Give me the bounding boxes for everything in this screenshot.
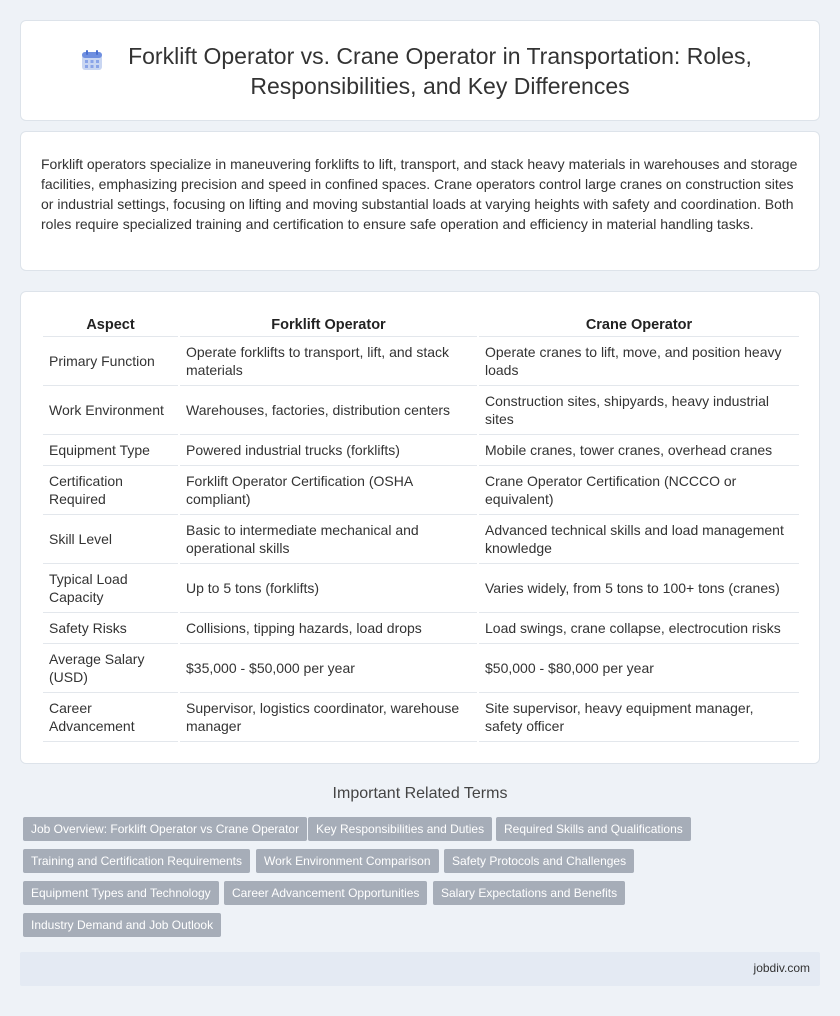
crane-cell: Crane Operator Certification (NCCCO or equivalent) bbox=[479, 466, 799, 515]
table-row bbox=[43, 337, 799, 386]
aspect-cell: Equipment Type bbox=[43, 435, 178, 466]
intro-card bbox=[20, 131, 820, 271]
aspect-cell: Primary Function bbox=[43, 337, 178, 386]
table-row bbox=[43, 466, 799, 515]
header-card bbox=[20, 20, 820, 121]
related-term-tag[interactable]: Work Environment Comparison bbox=[256, 849, 439, 873]
footer-site-link[interactable]: jobdiv.com bbox=[753, 961, 810, 975]
page-title: Forklift Operator vs. Crane Operator in Transportation: Roles, Responsibilities, and Key Differences bbox=[128, 42, 752, 99]
related-term-tag[interactable]: Key Responsibilities and Duties bbox=[308, 817, 492, 841]
crane-cell: Load swings, crane collapse, electrocution risks bbox=[479, 613, 799, 644]
forklift-cell: Basic to intermediate mechanical and operational skills bbox=[180, 515, 477, 564]
aspect-cell: Skill Level bbox=[43, 515, 178, 564]
crane-cell: Mobile cranes, tower cranes, overhead cranes bbox=[479, 435, 799, 466]
forklift-cell: Supervisor, logistics coordinator, warehouse manager bbox=[180, 693, 477, 742]
table-header-row bbox=[43, 310, 799, 337]
related-term-tag[interactable]: Job Overview: Forklift Operator vs Crane Operator bbox=[23, 817, 307, 841]
comparison-table bbox=[41, 310, 801, 742]
related-terms-heading: Important Related Terms bbox=[332, 785, 508, 802]
column-header: Forklift Operator bbox=[180, 310, 477, 337]
forklift-cell: Powered industrial trucks (forklifts) bbox=[180, 435, 477, 466]
aspect-cell: Typical Load Capacity bbox=[43, 564, 178, 613]
forklift-cell: $35,000 - $50,000 per year bbox=[180, 644, 477, 693]
table-row bbox=[43, 644, 799, 693]
aspect-cell: Average Salary (USD) bbox=[43, 644, 178, 693]
intro-text: Forklift operators specialize in maneuvering forklifts to lift, transport, and stack heavy materials in warehouses and storage facilities, emphasizing precision and speed in confined spaces. Crane operators control large cranes on construction sites or industrial settings, focusing on lifting and moving substantial loads at varying heights with safety and coordination. Both roles require specialized training and certification to ensure safe operation and efficiency in material handling tasks. bbox=[41, 156, 798, 232]
column-header: Aspect bbox=[43, 310, 178, 337]
related-term-tag[interactable]: Required Skills and Qualifications bbox=[496, 817, 691, 841]
related-term-tag[interactable]: Equipment Types and Technology bbox=[23, 881, 219, 905]
aspect-cell: Career Advancement bbox=[43, 693, 178, 742]
table-row bbox=[43, 386, 799, 435]
footer bbox=[20, 952, 820, 986]
forklift-cell: Up to 5 tons (forklifts) bbox=[180, 564, 477, 613]
forklift-cell: Collisions, tipping hazards, load drops bbox=[180, 613, 477, 644]
crane-cell: Site supervisor, heavy equipment manager, safety officer bbox=[479, 693, 799, 742]
crane-cell: Varies widely, from 5 tons to 100+ tons (cranes) bbox=[479, 564, 799, 613]
crane-cell: Operate cranes to lift, move, and position heavy loads bbox=[479, 337, 799, 386]
related-term-tag[interactable]: Industry Demand and Job Outlook bbox=[23, 913, 221, 937]
crane-cell: Construction sites, shipyards, heavy industrial sites bbox=[479, 386, 799, 435]
table-row bbox=[43, 693, 799, 742]
aspect-cell: Safety Risks bbox=[43, 613, 178, 644]
forklift-cell: Forklift Operator Certification (OSHA compliant) bbox=[180, 466, 477, 515]
table-row bbox=[43, 515, 799, 564]
related-term-tag[interactable]: Training and Certification Requirements bbox=[23, 849, 250, 873]
comparison-card bbox=[20, 291, 820, 764]
table-row bbox=[43, 564, 799, 613]
aspect-cell: Certification Required bbox=[43, 466, 178, 515]
table-row bbox=[43, 435, 799, 466]
related-term-tag[interactable]: Salary Expectations and Benefits bbox=[433, 881, 625, 905]
crane-cell: Advanced technical skills and load management knowledge bbox=[479, 515, 799, 564]
aspect-cell: Work Environment bbox=[43, 386, 178, 435]
forklift-cell: Warehouses, factories, distribution centers bbox=[180, 386, 477, 435]
crane-cell: $50,000 - $80,000 per year bbox=[479, 644, 799, 693]
related-term-tag[interactable]: Career Advancement Opportunities bbox=[224, 881, 427, 905]
column-header: Crane Operator bbox=[479, 310, 799, 337]
related-term-tag[interactable]: Safety Protocols and Challenges bbox=[444, 849, 634, 873]
forklift-cell: Operate forklifts to transport, lift, and stack materials bbox=[180, 337, 477, 386]
table-row bbox=[43, 613, 799, 644]
